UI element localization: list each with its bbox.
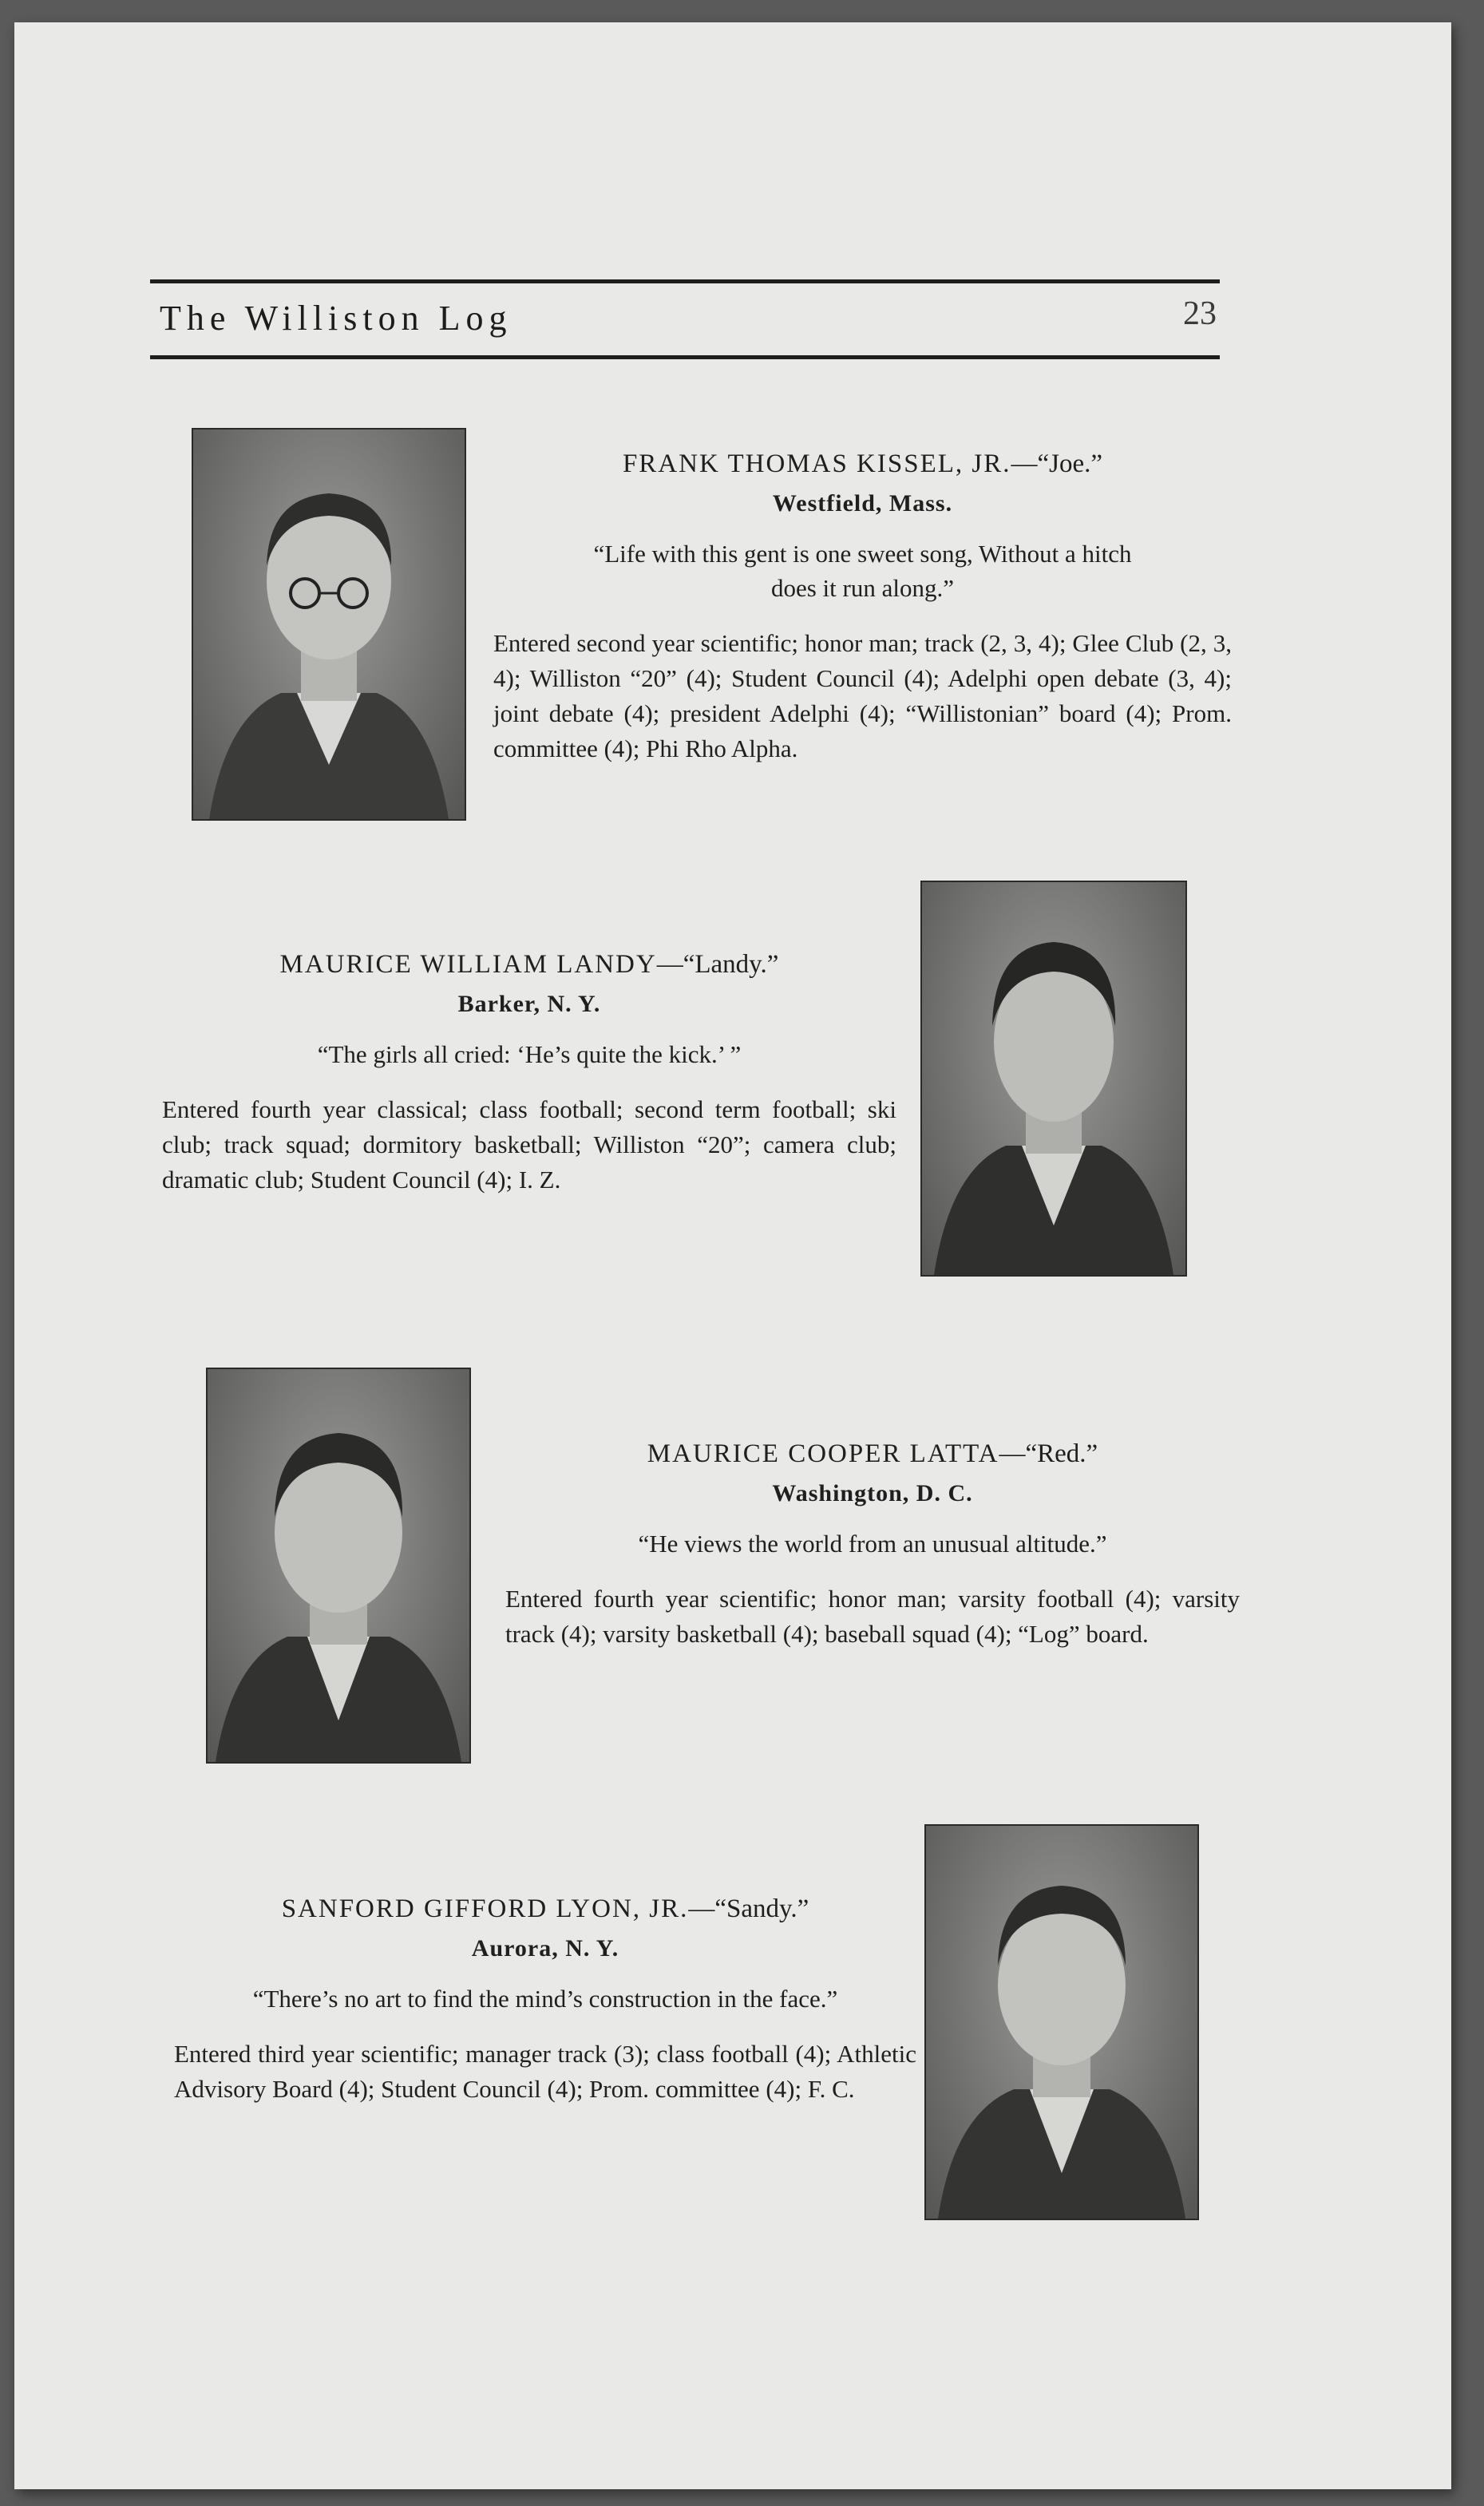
portrait-photo [206, 1368, 471, 1764]
student-hometown: Aurora, N. Y. [471, 1935, 619, 1962]
portrait-illustration [193, 430, 465, 819]
student-name-line [505, 1439, 1240, 1469]
student-hometown: Westfield, Mass. [772, 490, 953, 517]
running-header [150, 279, 1220, 359]
student-name-line [493, 449, 1232, 479]
student-quote: “The girls all cried: ‘He’s quite the kick.’ ” [317, 1040, 742, 1068]
student-quote: “Life with this gent is one sweet song, Without a hitch does it run along.” [593, 540, 1132, 602]
student-entry [162, 950, 896, 1198]
student-record: Entered fourth year classical; class football; second term football; ski club; track squad; dormitory basketball; Williston “20”; camera club; dramatic club; Student Council (4); I. Z. [162, 1095, 896, 1194]
student-entry [174, 1894, 916, 2107]
student-hometown: Washington, D. C. [772, 1480, 973, 1506]
student-name-line [162, 950, 896, 980]
student-hometown: Barker, N. Y. [457, 991, 601, 1017]
portrait-photo [920, 881, 1187, 1277]
student-name: MAURICE WILLIAM LANDY [279, 950, 657, 979]
student-quote: “He views the world from an unusual altitude.” [638, 1530, 1107, 1558]
student-name: MAURICE COOPER LATTA [647, 1439, 999, 1468]
publication-title: The Williston Log [160, 299, 512, 338]
student-entry [505, 1439, 1240, 1652]
portrait-illustration [926, 1826, 1197, 2219]
yearbook-page [14, 22, 1451, 2489]
student-name-line [174, 1894, 916, 1924]
student-record: Entered fourth year scientific; honor man; varsity football (4); varsity track (4); varsity basketball (4); baseball squad (4); “Log” board. [505, 1585, 1240, 1648]
student-quote: “There’s no art to find the mind’s construction in the face.” [252, 1985, 838, 2013]
student-record: Entered third year scientific; manager track (3); class football (4); Athletic Advisory Board (4); Student Council (4); Prom. committee (4); F. C. [174, 2040, 916, 2103]
student-nickname: —“Sandy.” [688, 1894, 809, 1923]
student-name: FRANK THOMAS KISSEL, JR. [622, 449, 1011, 478]
student-name: SANFORD GIFFORD LYON, JR. [281, 1894, 689, 1923]
portrait-illustration [208, 1369, 469, 1762]
student-entry [493, 449, 1232, 766]
page-number: 23 [1183, 295, 1217, 332]
student-nickname: —“Red.” [999, 1439, 1098, 1468]
portrait-illustration [922, 882, 1185, 1275]
portrait-photo [192, 428, 466, 821]
portrait-photo [924, 1824, 1199, 2220]
student-nickname: —“Landy.” [656, 950, 779, 979]
student-nickname: —“Joe.” [1011, 449, 1103, 478]
student-record: Entered second year scientific; honor man; track (2, 3, 4); Glee Club (2, 3, 4); Williston “20” (4); Student Council (4); Adelphi open debate (3, 4); joint debate (4); president Adelphi (4); “Willistonian” board (4); Prom. committee (4); Phi Rho Alpha. [493, 629, 1232, 762]
